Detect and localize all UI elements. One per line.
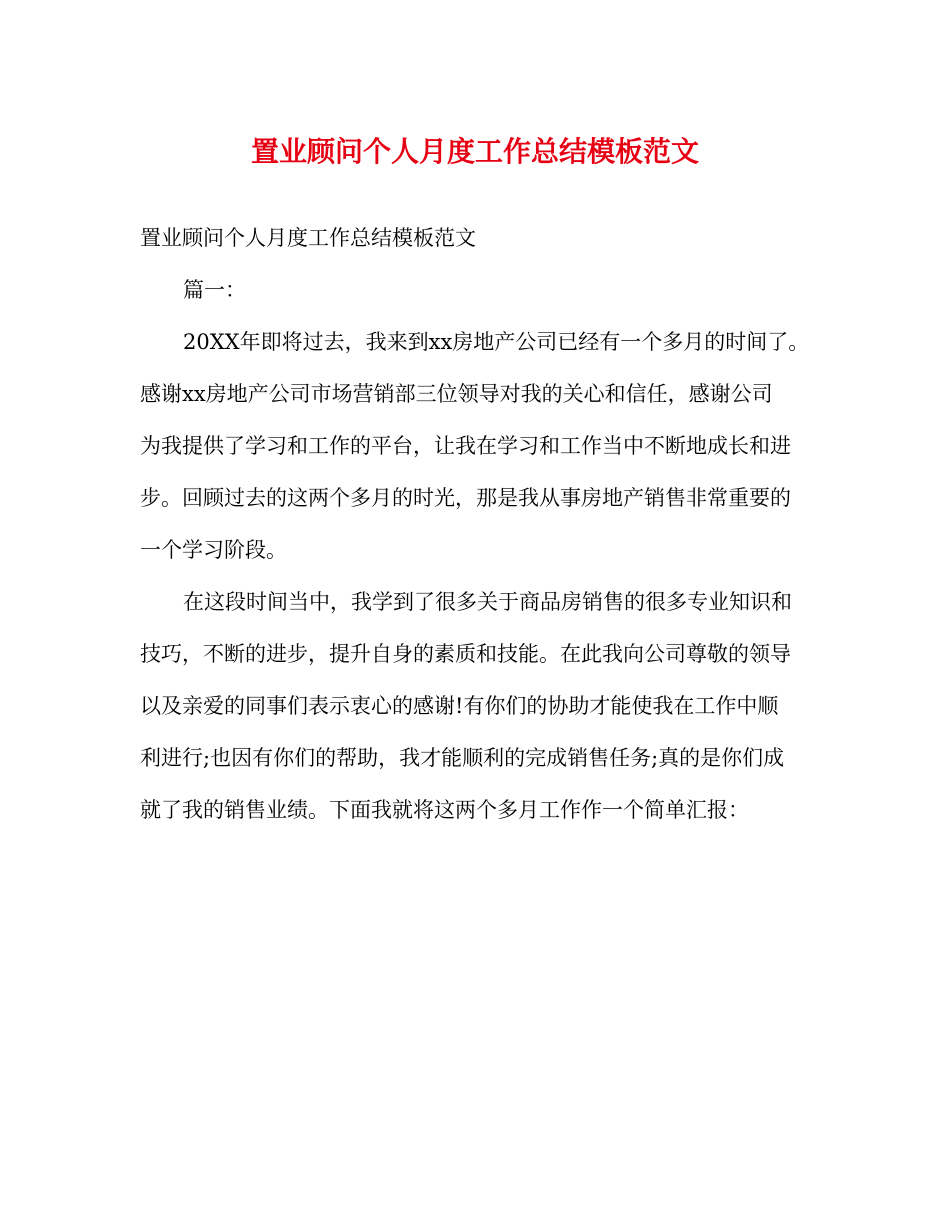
- body-line: 利进行;也因有你们的帮助，我才能顺利的完成销售任务;真的是你们成: [140, 746, 785, 770]
- body-line: 20XX年即将过去，我来到xx房地产公司已经有一个多月的时间了。: [183, 330, 810, 354]
- body-line: 在这段时间当中，我学到了很多关于商品房销售的很多专业知识和: [183, 590, 792, 614]
- body-line: 为我提供了学习和工作的平台，让我在学习和工作当中不断地成长和进: [140, 434, 791, 458]
- body-line: 就了我的销售业绩。下面我就将这两个多月工作作一个简单汇报：: [140, 798, 749, 822]
- body-line: 一个学习阶段。: [140, 538, 287, 562]
- body-line: 以及亲爱的同事们表示衷心的感谢!有你们的协助才能使我在工作中顺: [140, 694, 779, 718]
- document-title: 置业顾问个人月度工作总结模板范文: [250, 135, 699, 168]
- body-line-section-heading: 篇一：: [183, 278, 246, 302]
- document-body: [140, 212, 816, 836]
- body-line: 技巧，不断的进步，提升自身的素质和技能。在此我向公司尊敬的领导: [140, 642, 791, 666]
- body-line: 步。回顾过去的这两个多月的时光，那是我从事房地产销售非常重要的: [140, 486, 791, 510]
- body-line: 感谢xx房地产公司市场营销部三位领导对我的关心和信任，感谢公司: [140, 382, 773, 406]
- body-line-subtitle: 置业顾问个人月度工作总结模板范文: [140, 226, 476, 250]
